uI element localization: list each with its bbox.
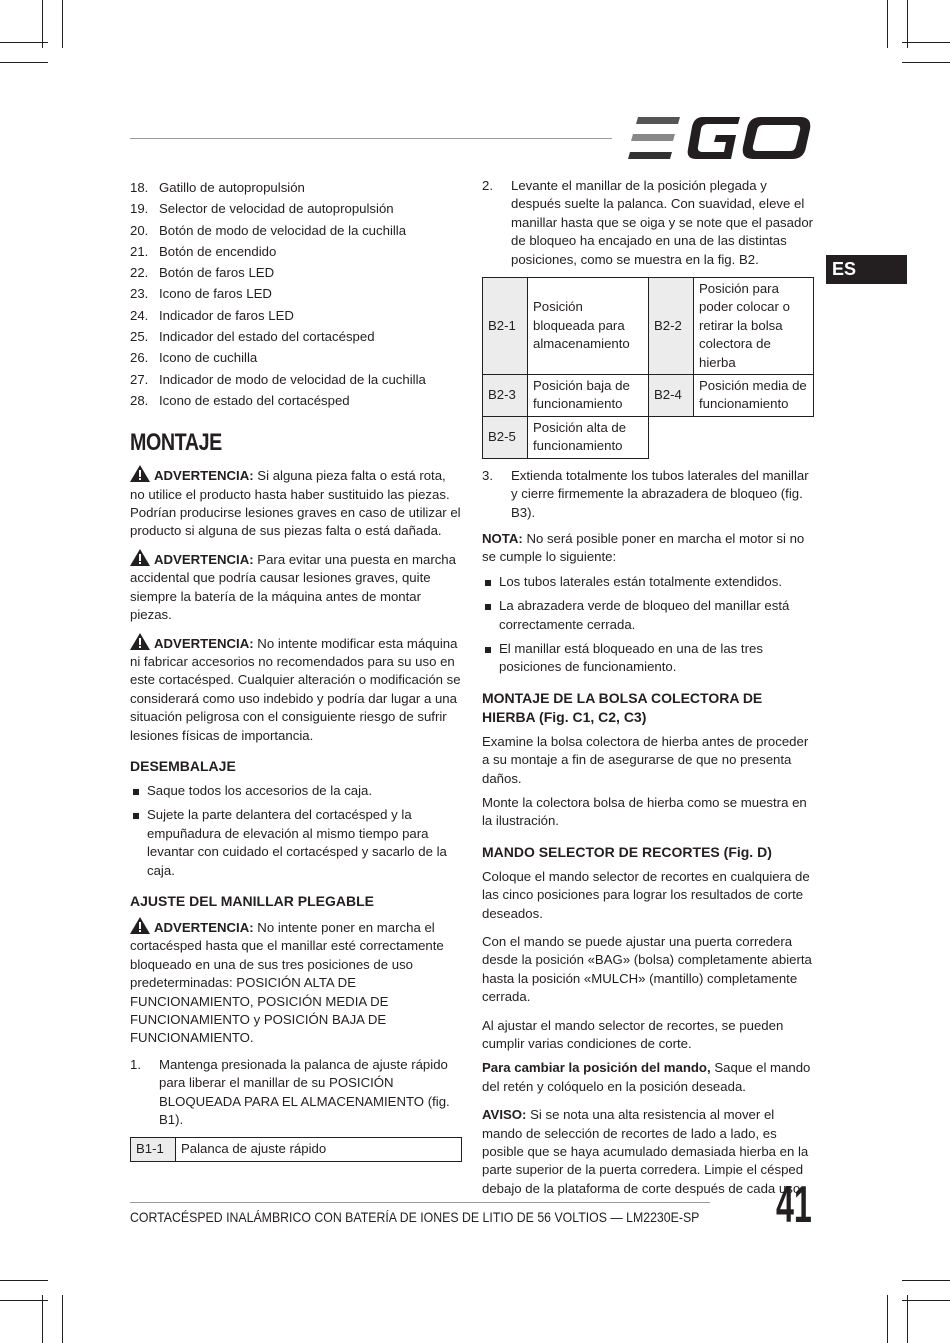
selector-heading: MANDO SELECTOR DE RECORTES (Fig. D) <box>482 843 772 860</box>
handle-heading: AJUSTE DEL MANILLAR PLEGABLE <box>130 892 374 909</box>
crop-mark <box>62 0 63 48</box>
list-item: 28. Icono de estado del cortacésped <box>130 392 350 408</box>
table-code: B2-4 <box>649 375 694 417</box>
crop-mark <box>887 1295 888 1343</box>
step-3: 3. Extienda totalmente los tubos laterales del manillar y cierre firmemente la abrazadera de bloqueo (fig. B3). <box>482 467 809 520</box>
table-code: B1-1 <box>131 1138 176 1161</box>
crop-mark <box>902 1280 950 1281</box>
table-desc: Posición baja de funcionamiento <box>528 375 649 417</box>
ego-logo <box>628 117 814 159</box>
right-column <box>482 177 814 1204</box>
crop-mark <box>902 62 950 63</box>
table-row <box>483 416 814 458</box>
warning-paragraph: ADVERTENCIA: Para evitar una puesta en marcha accidental que podría causar lesiones graves, quite siempre la batería de la máquina antes de montar piezas. <box>130 549 462 625</box>
left-column <box>130 177 462 1170</box>
crop-mark <box>42 0 43 48</box>
crop-mark <box>62 1295 63 1343</box>
table-empty-cell <box>649 416 694 458</box>
crop-mark <box>907 0 908 48</box>
list-item: 25. Indicador del estado del cortacésped <box>130 329 375 345</box>
warning-label: ADVERTENCIA: <box>154 635 254 651</box>
page-number: 41 <box>776 1176 812 1234</box>
list-item: 18. Gatillo de autopropulsión <box>130 180 305 195</box>
crop-mark <box>902 42 950 43</box>
list-item: 19. Selector de velocidad de autopropulsión <box>130 201 394 217</box>
selector-label: Para cambiar la posición del mando, <box>482 1060 711 1076</box>
table-desc: Posición alta de funcionamiento <box>528 416 649 458</box>
table-b1 <box>130 1137 462 1161</box>
list-item: 23. Icono de faros LED <box>130 286 272 302</box>
selector-paragraph: Con el mando se puede ajustar una puerta corredera desde la posición «BAG» (bolsa) completamente abierta hasta la posición «MULCH» (mantillo) completamente cerrada. <box>482 934 812 1005</box>
language-tab: ES <box>826 255 907 284</box>
note-list <box>482 573 814 677</box>
table-empty-cell <box>694 416 814 458</box>
table-code: B2-5 <box>483 416 528 458</box>
table-row <box>483 278 814 375</box>
list-item: El manillar está bloqueado en una de las tres posiciones de funcionamiento. <box>482 640 814 677</box>
warning-paragraph: ADVERTENCIA: No intente modificar esta máquina ni fabricar accesorios no recomendados para su uso en este cortacésped. Cualquier alteración o modificación se considerará como uso indebido y podría dar lugar a una situación peligrosa con el consiguiente riesgo de sufrir lesiones físicas de importancia. <box>130 633 462 745</box>
table-code: B2-1 <box>483 278 528 375</box>
warning-icon <box>130 917 150 934</box>
table-desc: Posición bloqueada para almacenamiento <box>528 278 649 375</box>
table-code: B2-2 <box>649 278 694 375</box>
table-desc: Posición para poder colocar o retirar la bolsa colectora de hierba <box>694 278 814 375</box>
list-item: 27. Indicador de modo de velocidad de la cuchilla <box>130 371 426 387</box>
note-paragraph: NOTA: No será posible poner en marcha el motor si no se cumple lo siguiente: <box>482 530 805 565</box>
warning-paragraph: ADVERTENCIA: Si alguna pieza falta o está rota, no utilice el producto hasta haber sustituido las piezas. Podrían producirse lesiones graves en caso de utilizar el producto si alguna de sus piezas falta o está dañada. <box>130 465 462 541</box>
list-item: 24. Indicador de faros LED <box>130 307 294 323</box>
selector-paragraph: Coloque el mando selector de recortes en cualquiera de las cinco posiciones para lograr los resultados de corte deseados. <box>482 868 810 921</box>
unpacking-list <box>130 782 462 880</box>
crop-mark <box>887 0 888 48</box>
step-1: 1. Mantenga presionada la palanca de ajuste rápido para liberar el manillar de su POSICIÓN BLOQUEADA PARA EL ALMACENAMIENTO (fig. B1). <box>130 1056 450 1128</box>
warning-label: ADVERTENCIA: <box>154 468 254 484</box>
header-rule <box>130 138 612 139</box>
crop-mark <box>0 42 48 43</box>
notice-paragraph: AVISO: Si se nota una alta resistencia al mover el mando de selección de recortes de lado a lado, es posible que se haya acumulado demasiada hierba en la parte superior de la puerta corredera. Limpie el césped debajo de la plataforma de corte después de cada uso. <box>482 1107 809 1196</box>
footer-rule <box>130 1202 710 1203</box>
selector-paragraph: Para cambiar la posición del mando, Saque el mando del retén y colóquelo en la posición deseada. <box>482 1060 811 1094</box>
list-item: 20. Botón de modo de velocidad de la cuchilla <box>130 222 407 238</box>
warning-label: ADVERTENCIA: <box>154 919 254 935</box>
crop-mark <box>0 1300 48 1301</box>
crop-mark <box>902 1300 950 1301</box>
table-code: B2-3 <box>483 375 528 417</box>
list-item: 21. Botón de encendido <box>130 243 277 259</box>
list-item: Saque todos los accesorios de la caja. <box>130 782 462 800</box>
warning-label: ADVERTENCIA: <box>154 551 254 567</box>
table-b2 <box>482 277 814 459</box>
table-row <box>131 1138 462 1161</box>
crop-mark <box>0 62 48 63</box>
warning-icon <box>130 549 150 566</box>
section-title: MONTAJE <box>130 429 222 457</box>
crop-mark <box>907 1295 908 1343</box>
list-item: La abrazadera verde de bloqueo del manillar está correctamente cerrada. <box>482 597 814 634</box>
grass-bag-paragraph: Monte la colectora bolsa de hierba como se muestra en la ilustración. <box>482 794 807 829</box>
note-label: NOTA: <box>482 530 523 546</box>
crop-mark <box>42 1295 43 1343</box>
footer-text: CORTACÉSPED INALÁMBRICO CON BATERÍA DE IONES DE LITIO DE 56 VOLTIOS — LM2230E-SP <box>130 1209 700 1225</box>
unpacking-heading: DESEMBALAJE <box>130 757 236 774</box>
list-item: 22. Botón de faros LED <box>130 265 275 281</box>
crop-mark <box>0 1280 48 1281</box>
warning-icon <box>130 465 150 482</box>
list-item: Sujete la parte delantera del cortacésped y la empuñadura de elevación al mismo tiempo para levantar con cuidado el cortacésped y sacarlo de la caja. <box>130 806 462 880</box>
grass-bag-heading: MONTAJE DE LA BOLSA COLECTORA DE HIERBA (Fig. C1, C2, C3) <box>482 689 763 725</box>
parts-list <box>130 177 462 411</box>
notice-label: AVISO: <box>482 1107 527 1123</box>
selector-paragraph: Al ajustar el mando selector de recortes, se pueden cumplir varias condiciones de corte. <box>482 1017 784 1052</box>
warning-paragraph: ADVERTENCIA: No intente poner en marcha el cortacésped hasta que el manillar esté correctamente bloqueado en una de sus tres posiciones de uso predeterminadas: POSICIÓN ALTA DE FUNCIONAMIENTO, POSICIÓN MEDIA DE FUNCIONAMIENTO y POSICIÓN BAJA DE FUNCIONAMIENTO. <box>130 917 462 1048</box>
table-row <box>483 375 814 417</box>
table-desc: Palanca de ajuste rápido <box>176 1138 462 1161</box>
step-2: 2. Levante el manillar de la posición plegada y después suelte la palanca. Con suavidad, eleve el manillar hasta que se oiga y se note que el pasador de bloqueo ha encajado en una de las distintas posiciones, como se muestra en la fig. B2. <box>482 178 814 267</box>
list-item: 26. Icono de cuchilla <box>130 350 258 366</box>
table-desc: Posición media de funcionamiento <box>694 375 814 417</box>
list-item: Los tubos laterales están totalmente extendidos. <box>482 573 814 591</box>
warning-icon <box>130 633 150 650</box>
grass-bag-paragraph: Examine la bolsa colectora de hierba antes de proceder a su montaje a fin de asegurarse de que no presenta daños. <box>482 733 809 786</box>
